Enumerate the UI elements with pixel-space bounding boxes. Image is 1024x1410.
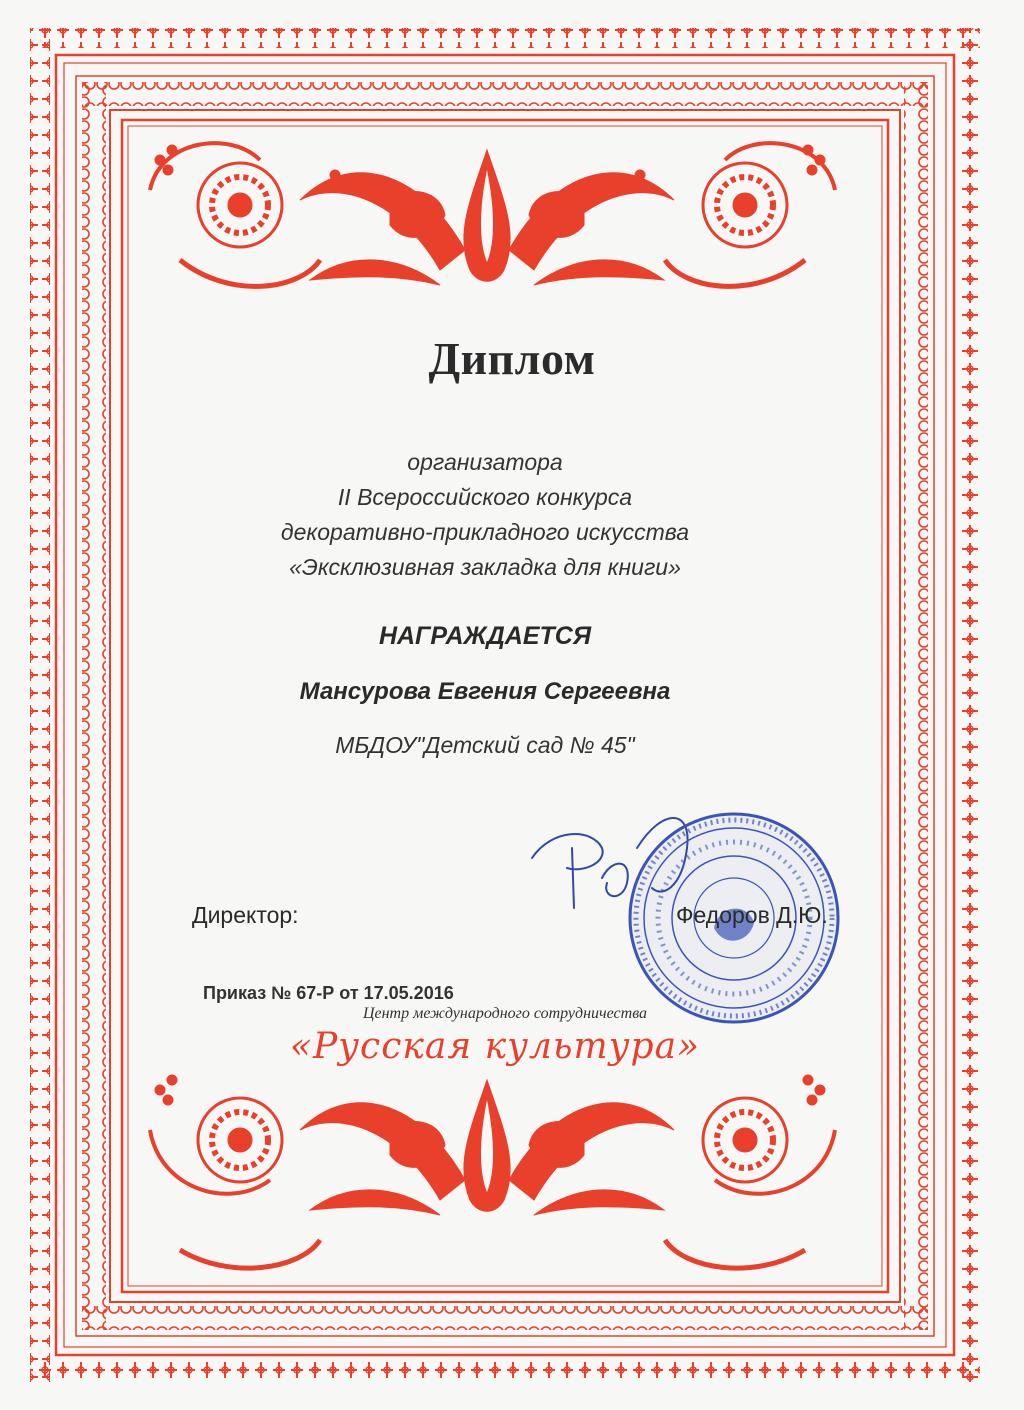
awarded-label: НАГРАЖДАЕТСЯ [378,622,592,650]
subtitle-block [0,445,970,585]
recipient-name: Мансурова Евгения Сергеевна [299,678,671,705]
order-number: Приказ № 67-Р от 17.05.2016 [203,983,454,1003]
director-name: Федоров Д.Ю. [676,902,828,928]
director-label: Директор: [192,902,299,928]
institution-name: МБДОУ"Детский сад № 45" [335,732,635,758]
bottom-folk-ornament [150,1075,835,1268]
subtitle-line: организатора [407,449,563,475]
subtitle-line: II Всероссийского конкурса [337,484,633,510]
organizer-brand: «Русская культура» [289,1026,701,1067]
subtitle-line: декоративно-прикладного искусства [280,519,690,545]
diploma-title: Диплом [428,333,596,384]
subtitle-line: «Эксклюзивная закладка для книги» [289,554,681,580]
organizer-line: Центр международного сотрудничества [362,1005,648,1022]
top-folk-ornament [150,143,835,286]
